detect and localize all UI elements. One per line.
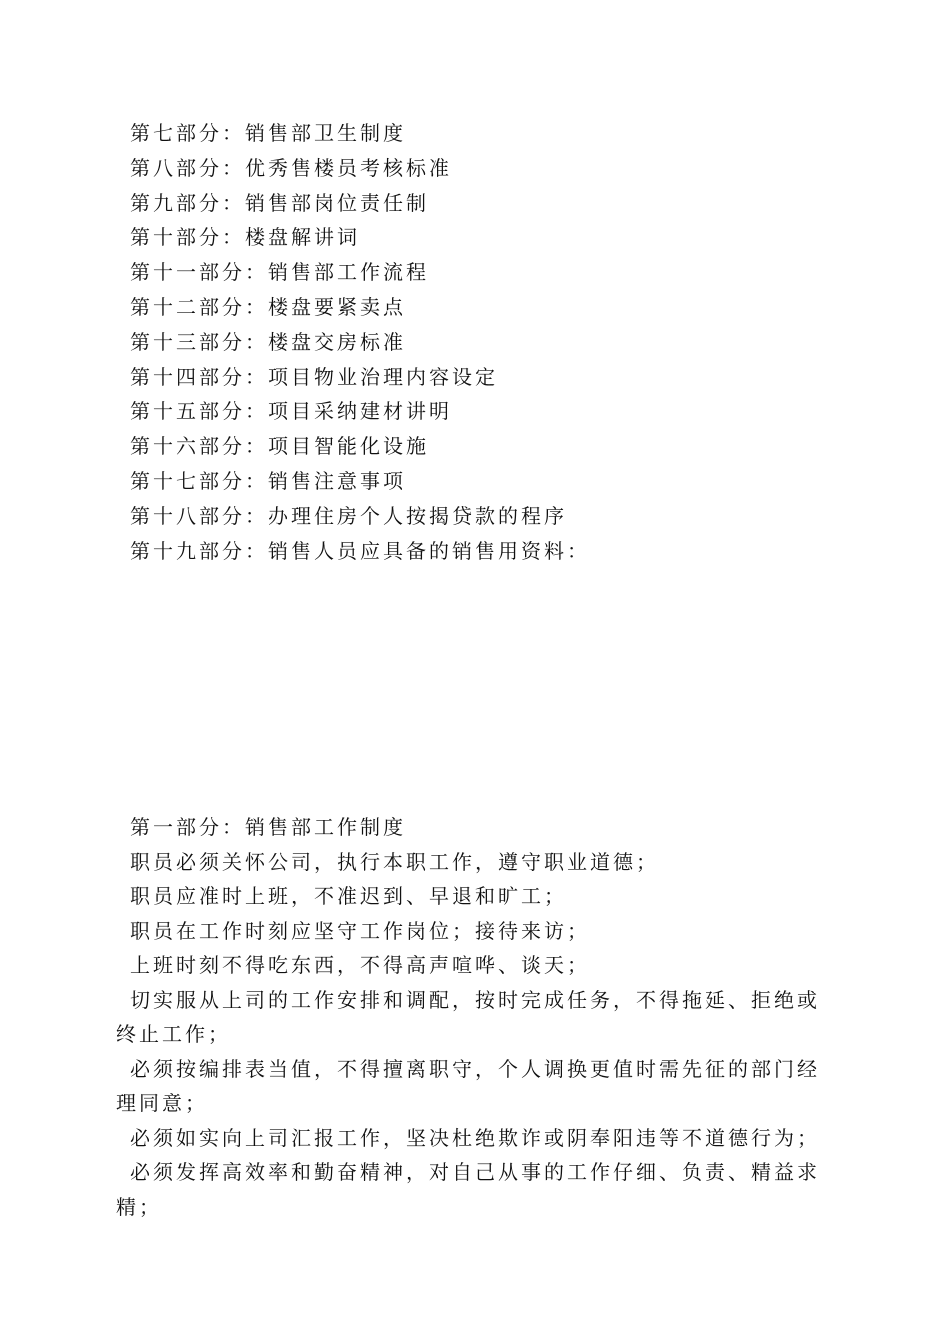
paragraph: 必须按编排表当值，不得擅离职守，个人调换更值时需先征的部门经理同意； xyxy=(116,1056,820,1115)
section-work-rules xyxy=(116,810,831,1224)
toc-item: 第十五部分：项目采纳建材讲明 xyxy=(130,399,452,424)
toc-item: 第十一部分：销售部工作流程 xyxy=(130,260,429,285)
toc-item: 第七部分：销售部卫生制度 xyxy=(130,121,406,145)
table-of-contents xyxy=(130,116,830,568)
toc-item: 第十三部分：楼盘交房标准 xyxy=(130,329,406,354)
toc-item: 第十二部分：楼盘要紧卖点 xyxy=(130,294,406,319)
paragraph: 上班时刻不得吃东西，不得高声喧哗、谈天； xyxy=(130,953,590,977)
paragraph: 必须发挥高效率和勤奋精神，对自己从事的工作仔细、负责、精益求精； xyxy=(116,1160,820,1219)
toc-item: 第十四部分：项目物业治理内容设定 xyxy=(130,364,498,389)
toc-item: 第十六部分：项目智能化设施 xyxy=(130,434,429,459)
paragraph: 职员必须关怀公司，执行本职工作，遵守职业道德； xyxy=(130,849,659,874)
paragraph: 职员应准时上班，不准迟到、早退和旷工； xyxy=(130,884,567,908)
toc-item: 第十八部分：办理住房个人按揭贷款的程序 xyxy=(130,503,567,528)
toc-item: 第十部分：楼盘解讲词 xyxy=(130,225,360,250)
paragraph: 职员在工作时刻应坚守工作岗位；接待来访； xyxy=(130,918,590,943)
paragraph: 必须如实向上司汇报工作，坚决杜绝欺诈或阴奉阳违等不道德行为； xyxy=(130,1125,820,1150)
toc-item: 第十七部分：销售注意事项 xyxy=(130,468,406,493)
toc-item: 第九部分：销售部岗位责任制 xyxy=(130,190,429,215)
section-title: 第一部分：销售部工作制度 xyxy=(130,815,406,839)
toc-item: 第十九部分：销售人员应具备的销售用资料： xyxy=(130,538,590,563)
paragraph: 切实服从上司的工作安排和调配，按时完成任务，不得拖延、拒绝或终止工作； xyxy=(116,987,820,1046)
toc-item: 第八部分：优秀售楼员考核标准 xyxy=(130,155,452,180)
